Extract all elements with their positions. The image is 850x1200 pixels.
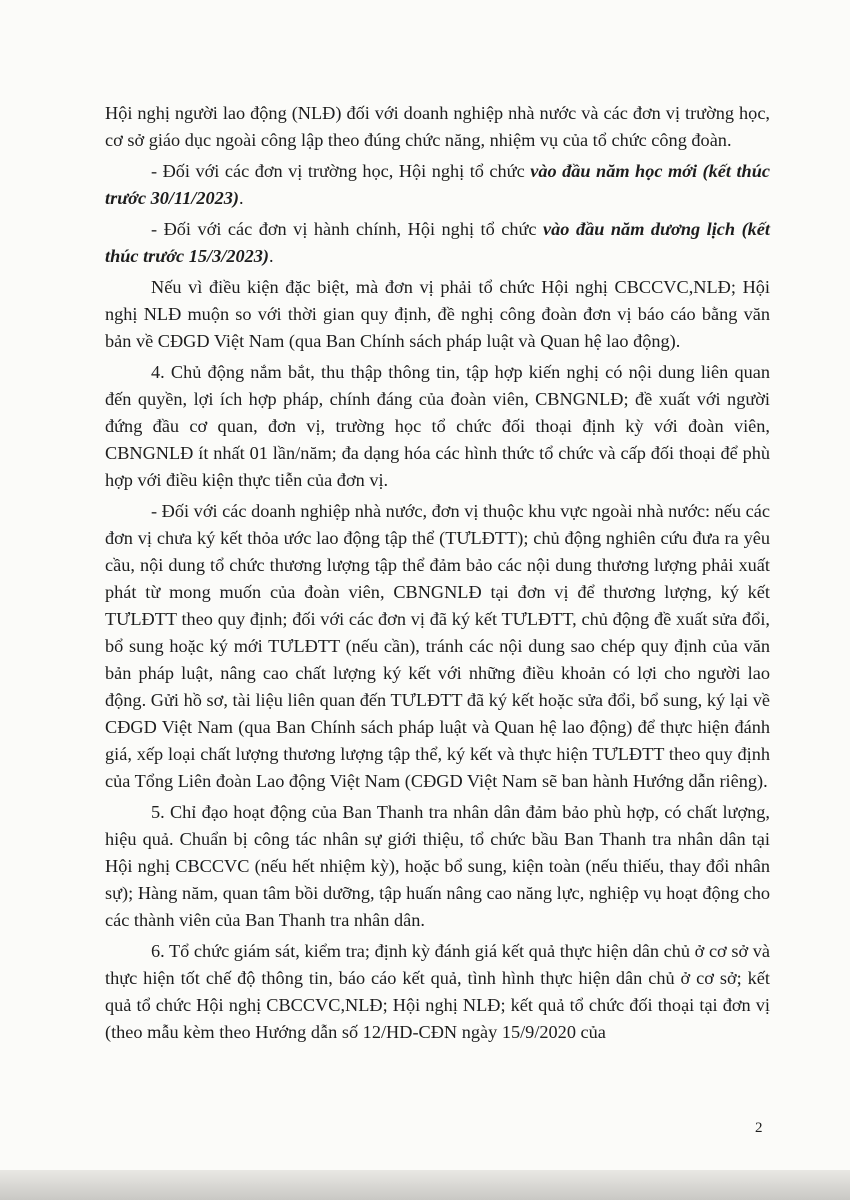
document-body (105, 100, 770, 1050)
paragraph-special-conditions: Nếu vì điều kiện đặc biệt, mà đơn vị phải tổ chức Hội nghị CBCCVC,NLĐ; Hội nghị NLĐ muộn so với thời gian quy định, đề nghị công đoàn đơn vị báo cáo bằng văn bản về CĐGD Việt Nam (qua Ban Chính sách pháp luật và Quan hệ lao động). (105, 277, 770, 351)
paragraph-item-5: 5. Chỉ đạo hoạt động của Ban Thanh tra nhân dân đảm bảo phù hợp, có chất lượng, hiệu quả. Chuẩn bị công tác nhân sự giới thiệu, tổ chức bầu Ban Thanh tra nhân dân tại Hội nghị CBCCVC (nếu hết nhiệm kỳ), hoặc bổ sung, kiện toàn (nếu thiếu, thay đổi nhân sự); Hàng năm, quan tâm bồi dưỡng, tập huấn nâng cao năng lực, nghiệp vụ hoạt động cho các thành viên của Ban Thanh tra nhân dân. (105, 802, 770, 930)
paragraph-schools: - Đối với các đơn vị trường học, Hội nghị tổ chức vào đầu năm học mới (kết thúc trước 30/11/2023). (105, 161, 770, 208)
scan-bottom-edge (0, 1170, 850, 1200)
paragraph-admin-units: - Đối với các đơn vị hành chính, Hội nghị tổ chức vào đầu năm dương lịch (kết thúc trước 15/3/2023). (105, 219, 770, 266)
paragraph-enterprises: - Đối với các doanh nghiệp nhà nước, đơn vị thuộc khu vực ngoài nhà nước: nếu các đơn vị chưa ký kết thỏa ước lao động tập thể (TƯLĐTT); chủ động nghiên cứu đưa ra yêu cầu, nội dung tổ chức thương lượng tập thể đảm bảo các nội dung thương lượng phải xuất phát từ mong muốn của đoàn viên, CBNGNLĐ tại đơn vị để thương lượng, ký kết TƯLĐTT theo quy định; đối với các đơn vị đã ký kết TƯLĐTT, chủ động đề xuất sửa đổi, bổ sung hoặc ký mới TƯLĐTT (nếu cần), tránh các nội dung sao chép quy định của văn bản pháp luật, nâng cao chất lượng ký kết với những điều khoản có lợi cho người lao động. Gửi hồ sơ, tài liệu liên quan đến TƯLĐTT đã ký kết hoặc sửa đổi, bổ sung, ký lại về CĐGD Việt Nam (qua Ban Chính sách pháp luật và Quan hệ lao động) để thực hiện đánh giá, xếp loại chất lượng thương lượng tập thể, ký kết và thực hiện TƯLĐTT theo quy định của Tổng Liên đoàn Lao động Việt Nam (CĐGD Việt Nam sẽ ban hành Hướng dẫn riêng). (105, 501, 770, 791)
schools-deadline: vào đầu năm học mới (kết thúc trước 30/11/2023) (105, 161, 770, 208)
admin-deadline: vào đầu năm dương lịch (kết thúc trước 15/3/2023) (105, 219, 770, 266)
paragraph-intro: Hội nghị người lao động (NLĐ) đối với doanh nghiệp nhà nước và các đơn vị trường học, cơ sở giáo dục ngoài công lập theo đúng chức năng, nhiệm vụ của tổ chức công đoàn. (105, 103, 770, 150)
paragraph-item-4: 4. Chủ động nắm bắt, thu thập thông tin, tập hợp kiến nghị có nội dung liên quan đến quyền, lợi ích hợp pháp, chính đáng của đoàn viên, CBNGNLĐ; đề xuất với người đứng đầu cơ quan, đơn vị, trường học tổ chức đối thoại định kỳ với đoàn viên, CBNGNLĐ ít nhất 01 lần/năm; đa dạng hóa các hình thức tổ chức và cấp đối thoại để phù hợp với điều kiện thực tiễn của đơn vị. (105, 362, 770, 490)
page-number: 2 (755, 1120, 763, 1136)
paragraph-item-6: 6. Tổ chức giám sát, kiểm tra; định kỳ đánh giá kết quả thực hiện dân chủ ở cơ sở và thực hiện tốt chế độ thông tin, báo cáo kết quả, tình hình thực hiện dân chủ ở cơ sở; kết quả tổ chức Hội nghị CBCCVC,NLĐ; Hội nghị NLĐ; kết quả tổ chức đối thoại tại đơn vị (theo mẫu kèm theo Hướng dẫn số 12/HD-CĐN ngày 15/9/2020 của (105, 941, 770, 1042)
